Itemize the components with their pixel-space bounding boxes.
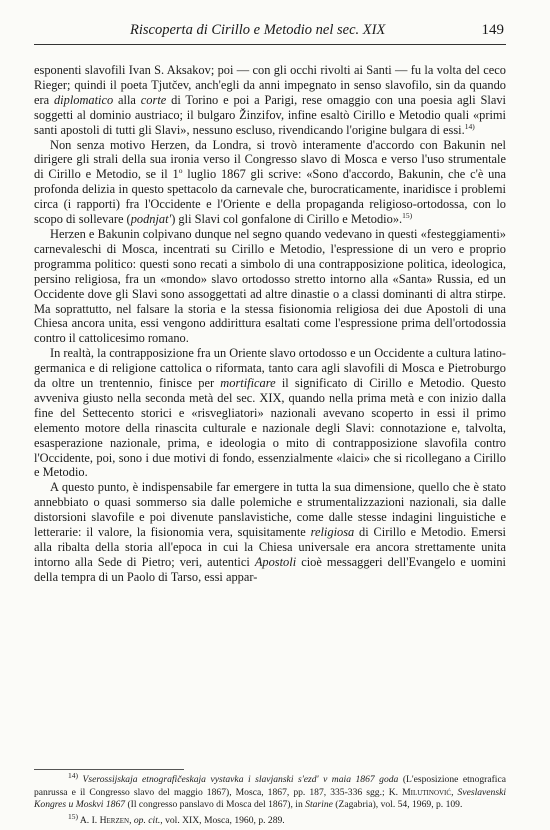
footnote-number: 14) <box>68 770 78 780</box>
footnote-rule <box>34 769 184 770</box>
italic-run: Vserossijskaja etnografičeskaja vystavka i slavjanski s'ezd' v maia 1867 goda <box>82 774 399 785</box>
italic-run: Sveslavenski Kongres u Moskvi 1867 <box>34 786 507 811</box>
page-number: 149 <box>481 22 504 38</box>
text-run: cioè messaggeri dell'Evangelo e uomini della tempra di un Paolo di Tarso, essi appar- <box>34 554 506 584</box>
paragraph-1 <box>34 63 506 138</box>
paragraph-4 <box>34 346 506 480</box>
body-text <box>34 63 506 585</box>
text-run: il significato di Cirillo e Metodio. Questo avveniva giusto nella seconda metà del sec. XIX, quando nella prima metà e con inizio dalla fine del Settecento storici e «risvegliatori» nazionali avevano scoperto in essi il primo elemento motore della rinascita culturale e nazionale degli Slavi: connotazione e, talvolta, esasperazione nazionale, prima, e ideologia o mito di contrapposizione slavofila contro l'Occidente, poi, sono i due motivi di fondo, essenzialmente «laici» che si ricollegano a Cirillo e Metodio. <box>34 376 506 480</box>
author-name: Milutinović <box>402 786 452 798</box>
italic-run: op. cit. <box>133 814 161 826</box>
text-run: esponenti slavofili Ivan S. Aksakov; poi — con gli occhi rivolti ai Santi — fu la volta del ceco Rieger; quindi il poeta Tjutčev, anch'egli da anni impegnato in senso slavofilo, sin da quando era <box>34 63 506 107</box>
text-run: (L'esposizione etnografica panrussa e il Congresso slavo del maggio 1867), Mosca, 1867, pp. 187, 335-336 sgg.; K. <box>34 774 506 798</box>
italic-run: corte <box>140 92 167 107</box>
text-run: In realtà, la contrapposizione fra un Oriente slavo ortodosso e un Occidente a cultura latino-germanica e di religione cattolica o riformata, tanto cara agli slavofili di Mosca e Pietroburgo da oltre un trentennio, finisce per <box>34 346 506 391</box>
author-name: Herzen <box>99 814 130 826</box>
text-run: (Il congresso panslavo di Mosca del 1867), in <box>125 799 306 811</box>
footnote-14 <box>34 770 507 812</box>
footnote-number: 15) <box>68 811 78 821</box>
paragraph-2 <box>34 138 506 227</box>
footnote-15 <box>34 811 506 828</box>
italic-run: diplomatico <box>53 92 114 107</box>
text-run: alla <box>113 92 141 107</box>
text-run: ) gli Slavi col gonfalone di Cirillo e Metodio». <box>171 212 403 227</box>
text-run: , <box>451 786 458 798</box>
text-run: A questo punto, è indispensabile far emergere in tutta la sua dimensione, quello che è stato annebbiato o quasi sommerso sia dalle polemiche e strumentalizzazioni nazionali, sia dalle distorsioni slavofile e poi divenute panslavistiche, come dalle stesse indagini linguistiche e letterarie: il valore, la fisionomia vera, squisitamente <box>34 480 506 540</box>
italic-run: religiosa <box>310 525 355 540</box>
text-run: luglio 1867 gli scrive: «Sono d'accordo, Bakunin, che c'è una profonda delizia in questo spettacolo da carnevale che, burocraticamente, inaridisce i problemi circa (i rapporti) fra l'Occidente e l'Oriente e della propaganda religioso-ortodossa, con lo scopo di sollevare ( <box>34 167 506 227</box>
text-run: di Torino e poi a Parigi, rese omaggio con una poesia agli Slavi soggetti al dominio austriaco; il bulgaro Žinzifov, infine esaltò Cirillo e Metodio quali «primi santi apostoli di tutti gli Slavi», nessuno escluso, rivendicando l'origine bulgara di essi. <box>34 92 506 137</box>
italic-run: mortificare <box>220 376 276 391</box>
ordinal-superscript: o <box>178 166 183 176</box>
italic-run: Starine <box>305 799 333 811</box>
text-run: (Zagabria), vol. 54, 1969, p. 109. <box>332 799 463 811</box>
text-run: , vol. XIX, Mosca, 1960, p. 289. <box>160 814 285 826</box>
text-run: di Cirillo e Metodio. Emersi alla ribalta della storia all'epoca in cui la Chiesa universale era ancora strettamente unita intorno alla Sede di Pietro; veri, autentici <box>34 525 506 569</box>
paragraph-5 <box>34 480 506 584</box>
footnote-ref-14: 14) <box>464 121 475 131</box>
paragraph-3: Herzen e Bakunin colpivano dunque nel segno quando vedevano in questi «festeggiamenti» carnevaleschi di Mosca, incentrati su Cirillo e Metodio, l'espressione di un vero e proprio programma politico: questi sono recati a simbolo di una contrapposizione politica, ideologica, persino religiosa, fra un «mondo» slavo ortodosso stretto intorno alla «Santa» Russia, ed un Occidente dove gli Slavi sono assoggettati ad altre dinastie o a classi dominanti di altra stirpe. Ma soprattutto, nel falsare la storia e la stessa fisionomia religiosa dei due Apostoli di una Chiesa ancora unita, essi vengono addirittura esaltati come l'espressione prima dell'ortodossia contro il cattolicesimo romano. <box>34 226 506 346</box>
italic-run: podnjat' <box>130 212 172 227</box>
running-header <box>34 22 504 42</box>
text-run: Non senza motivo Herzen, da Londra, si trovò interamente d'accordo con Bakunin nel dirigere gli strali della sua ironia verso il Congresso slavo di Mosca e verso l'uso strumentale di Cirillo e Metodio, se il 1 <box>34 137 506 182</box>
footnote-ref-15: 15) <box>402 210 413 220</box>
footnotes <box>34 770 507 827</box>
text-run: A. I. <box>79 814 100 826</box>
text-run: , <box>129 814 134 826</box>
header-rule <box>34 44 506 45</box>
italic-run: Apostoli <box>254 554 297 569</box>
running-title: Riscoperta di Cirillo e Metodio nel sec. XIX <box>130 22 386 38</box>
